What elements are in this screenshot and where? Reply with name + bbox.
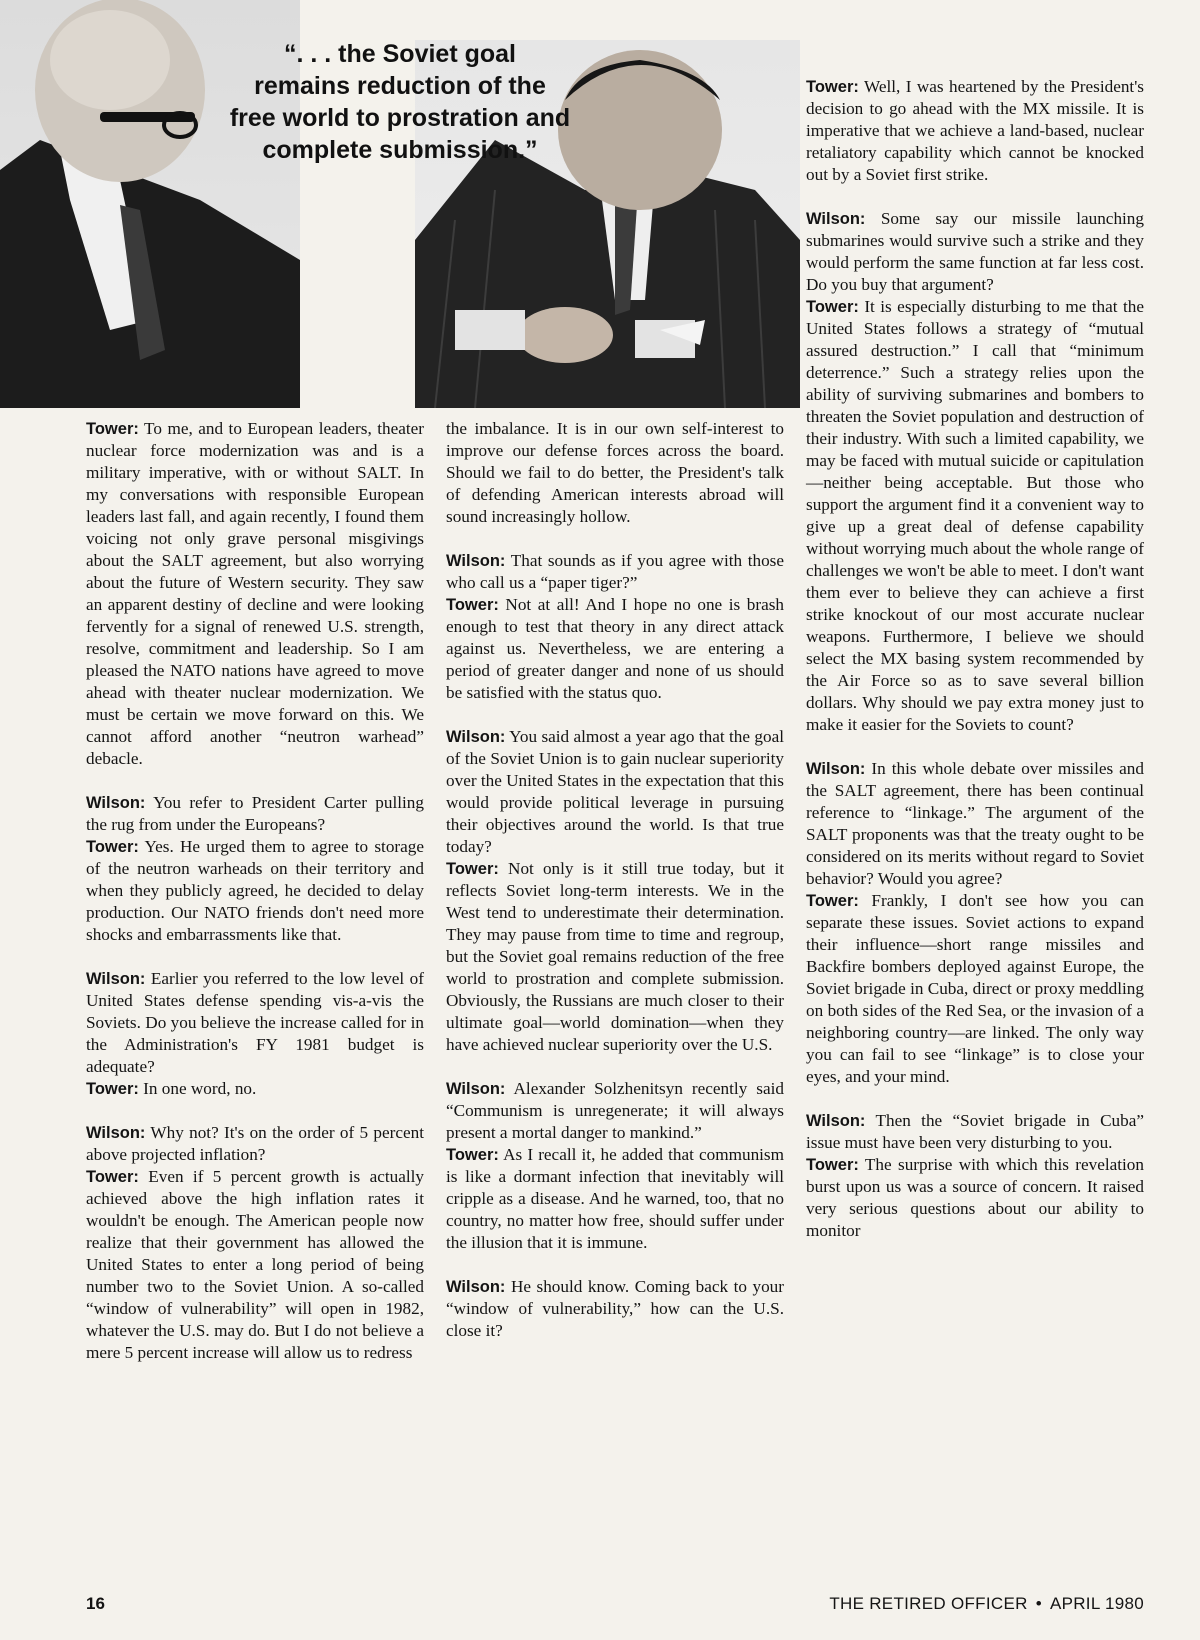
speaker-label: Wilson: bbox=[86, 970, 146, 988]
paragraph bbox=[806, 1154, 1144, 1242]
paragraph-text: You said almost a year ago that the goal of the Soviet Union is to gain nuclear superiority over the United States in the expectation that this would provide political leverage in pursuing their objectives around the world. Is that true today? bbox=[446, 727, 784, 856]
paragraph-text: To me, and to European leaders, theater nuclear force modernization was and is a military imperative, with or without SALT. In my conversations with responsible European leaders last fall, and again recently, I found them voicing not only grave personal misgivings about the SALT agreement, but also worrying about the future of Western security. They saw an apparent destiny of decline and were looking fervently for a signal of renewed U.S. strength, resolve, commitment and leadership. So I am pleased the NATO nations have agreed to move ahead with theater nuclear modernization. We must be certain we move forward on this. We cannot afford another “neutron warhead” debacle. bbox=[86, 419, 424, 768]
paragraph bbox=[806, 296, 1144, 736]
speaker-label: Wilson: bbox=[446, 1080, 506, 1098]
speaker-label: Tower: bbox=[806, 298, 859, 316]
paragraph bbox=[806, 890, 1144, 1088]
paragraph-text: Yes. He urged them to agree to storage of the neutron warheads on their territory and when they publicly agreed, he decided to delay production. Our NATO friends don't need more shocks and embarrassments like that. bbox=[86, 837, 424, 944]
paragraph-text: Not only is it still true today, but it reflects Soviet long-term interests. We in the West tend to underestimate their determination. They may pause from time to time and regroup, but the Soviet goal remains reduction of the free world to prostration and complete submission. Obviously, the Russians are much closer to their ultimate goal—world domination—when they have achieved nuclear superiority over the U.S. bbox=[446, 859, 784, 1054]
paragraph-text: Earlier you referred to the low level of United States defense spending vis-a-vis the Soviets. Do you believe the increase called for in the Administration's FY 1981 budget is adequate? bbox=[86, 969, 424, 1076]
paragraph-text: the imbalance. It is in our own self-interest to improve our defense forces across the board. Should we fail to do better, the President's talk of defending American interests abroad will sound increasingly hollow. bbox=[446, 419, 784, 526]
speaker-label: Wilson: bbox=[446, 552, 506, 570]
speaker-label: Tower: bbox=[446, 596, 499, 614]
paragraph-text: It is especially disturbing to me that the United States follows a strategy of “mutual assured destruction.” I call that “minimum deterrence.” Such a strategy relies upon the ability of surviving submarines and bombers to threaten the Soviet population and destruction of their industry. With such a limited capability, we may be faced with mutual suicide or capitulation—neither being acceptable. But those who support the argument find it a convenient way to give up a great deal of defense capability without worrying much about the whole range of challenges we won't be able to meet. I don't want them ever to believe they can achieve a first strike knockout of our most accurate nuclear weapons. Furthermore, I believe we should select the MX basing system recommended by the Air Force so as to save several billion dollars. Why should we pay extra money just to make it easier for the Soviets to count? bbox=[806, 297, 1144, 734]
paragraph bbox=[446, 858, 784, 1056]
paragraph bbox=[446, 1144, 784, 1254]
pull-quote: “. . . the Soviet goal remains reduction of the free world to prostration and complete submission.” bbox=[229, 40, 571, 164]
paragraph-text: Well, I was heartened by the President's decision to go ahead with the MX missile. It is imperative that we achieve a land-based, nuclear retaliatory capability which cannot be knocked out by a Soviet first strike. bbox=[806, 77, 1144, 184]
speaker-label: Wilson: bbox=[446, 728, 506, 746]
paragraph bbox=[86, 836, 424, 946]
running-footer bbox=[829, 1594, 1144, 1614]
speaker-label: Tower: bbox=[806, 892, 859, 910]
paragraph-text: You refer to President Carter pulling the rug from under the Europeans? bbox=[86, 793, 424, 834]
paragraph bbox=[86, 792, 424, 836]
column-3-top bbox=[806, 76, 1144, 1264]
paragraph bbox=[86, 1122, 424, 1166]
paragraph-text: In this whole debate over missiles and the SALT agreement, there has been continual reference to “linkage.” The argument of the SALT proponents was that the treaty ought to be considered on its merits without regard to Soviet behavior? Would you agree? bbox=[806, 759, 1144, 888]
speaker-label: Tower: bbox=[86, 1168, 139, 1186]
column-3 bbox=[806, 758, 1144, 1242]
paragraph bbox=[806, 208, 1144, 296]
paragraph-text: That sounds as if you agree with those who call us a “paper tiger?” bbox=[446, 551, 784, 592]
paragraph-text: In one word, no. bbox=[138, 1079, 257, 1098]
bullet-separator: • bbox=[1035, 1594, 1042, 1613]
speaker-label: Wilson: bbox=[806, 760, 866, 778]
speaker-label: Wilson: bbox=[806, 1112, 866, 1130]
paragraph bbox=[446, 1276, 784, 1342]
paragraph bbox=[446, 1078, 784, 1144]
paragraph bbox=[446, 550, 784, 594]
paragraph bbox=[446, 594, 784, 704]
paragraph-text: Frankly, I don't see how you can separate these issues. Soviet actions to expand their influence—short range missiles and Backfire bombers deployed against Europe, the Soviet brigade in Cuba, direct or proxy meddling on both sides of the Red Sea, or the invasion of a neighboring country—are linked. The only way you can fail to see “linkage” is to close your eyes, and your mind. bbox=[806, 891, 1144, 1086]
paragraph bbox=[806, 758, 1144, 890]
column-2 bbox=[446, 418, 784, 1364]
speaker-label: Wilson: bbox=[806, 210, 866, 228]
paragraph bbox=[86, 968, 424, 1078]
paragraph bbox=[86, 418, 424, 770]
paragraph bbox=[446, 726, 784, 858]
paragraph-text: Not at all! And I hope no one is brash enough to test that theory in any direct attack against us. Nevertheless, we are entering a period of greater danger and none of us should be satisfied with the status quo. bbox=[446, 595, 784, 702]
speaker-label: Tower: bbox=[86, 838, 139, 856]
paragraph bbox=[86, 1166, 424, 1364]
speaker-label: Tower: bbox=[446, 1146, 499, 1164]
speaker-label: Tower: bbox=[86, 420, 139, 438]
speaker-label: Wilson: bbox=[446, 1278, 506, 1296]
paragraph-text: As I recall it, he added that communism is like a dormant infection that inevitably will cripple as a disease. And he warned, too, that no country, no matter how free, should suffer under the illusion that it is immune. bbox=[446, 1145, 784, 1252]
publication-name: THE RETIRED OFFICER bbox=[829, 1594, 1028, 1613]
paragraph-text: Then the “Soviet brigade in Cuba” issue must have been very disturbing to you. bbox=[806, 1111, 1144, 1152]
speaker-label: Tower: bbox=[806, 78, 859, 96]
paragraph bbox=[806, 76, 1144, 186]
speaker-label: Wilson: bbox=[86, 1124, 146, 1142]
paragraph-text: Even if 5 percent growth is actually achieved above the high inflation rates it wouldn't be enough. The American people now realize that their government has allowed the United States to enter a long period of being number two to the Soviet Union. A so-called “window of vulnerability” will open in 1982, whatever the U.S. may do. But I do not believe a mere 5 percent increase will allow us to redress bbox=[86, 1167, 424, 1362]
paragraph-text: Alexander Solzhenitsyn recently said “Communism is unregenerate; it will always present a mortal danger to mankind.” bbox=[446, 1079, 784, 1142]
page-number: 16 bbox=[86, 1594, 105, 1613]
speaker-label: Tower: bbox=[806, 1156, 859, 1174]
speaker-label: Wilson: bbox=[86, 794, 146, 812]
paragraph-text: Why not? It's on the order of 5 percent above projected inflation? bbox=[86, 1123, 424, 1164]
speaker-label: Tower: bbox=[86, 1080, 139, 1098]
paragraph bbox=[86, 1078, 424, 1100]
speaker-label: Tower: bbox=[446, 860, 499, 878]
paragraph-text: The surprise with which this revelation burst upon us was a source of concern. It raised very serious questions about our ability to monitor bbox=[806, 1155, 1144, 1240]
issue-date: APRIL 1980 bbox=[1049, 1594, 1144, 1613]
paragraph-text: He should know. Coming back to your “window of vulnerability,” how can the U.S. close it? bbox=[446, 1277, 784, 1340]
paragraph bbox=[806, 1110, 1144, 1154]
paragraph-text: Some say our missile launching submarines would survive such a strike and they would perform the same function at far less cost. Do you buy that argument? bbox=[806, 209, 1144, 294]
column-1 bbox=[86, 418, 424, 1386]
paragraph bbox=[446, 418, 784, 528]
